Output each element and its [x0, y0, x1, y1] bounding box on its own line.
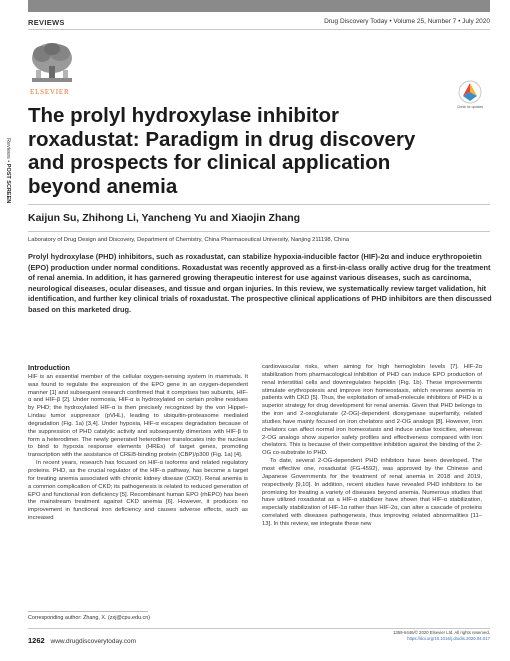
body-paragraph: To date, several 2-OG-dependent PHD inhibitors have been developed. The most effective one, roxadustat (FG-4592), was approved by the Chinese and Japanese Governments for the treatment of renal anemia in 2018 and 2019, respectively [9,10]. In addition, recent studies have revealed PHD inhibitors to be promising for treating a variety of diseases beyond anemia. Numerous studies that have utilized roxadustat as a HIF-α stabilizer have shown that HIF-α stabilization, especially stabilization of HIF-1α rather than HIF-2α, can alter a cascade of proteins correlated with diseases pathogenesis, thus improving related abnormalities [11–13]. In this review, we integrate these new — [262, 458, 482, 527]
side-tab-prefix: Reviews • — [5, 138, 11, 163]
side-tab-section: POST SCREEN — [5, 163, 11, 204]
header-divider — [28, 29, 490, 30]
crossmark-icon[interactable] — [458, 80, 482, 106]
crossmark-label: Check for updates — [457, 105, 483, 109]
doi-link[interactable]: https://doi.org/10.1016/j.drudis.2020.04.017 — [407, 636, 490, 641]
body-paragraph: cardiovascular risks, when aiming for high hemoglobin levels [7]. HIF-2α stabilization from pharmacological inhibition of PHD can induce EPO production of renal interstitial cells and downregulates hepcidin (Fig. 1b). These improvements stimulate erythropoiesis and improve iron homeostasis, which reverses anemia in patients with CKD [5]. Thus, the exploitation of small-molecule inhibitors of PHD is a superior strategy for drug development for renal anemia. Given that PHD belongs to the iron and 2-oxoglutarate (2-OG)-dependent dioxygenase superfamily, related studies have mainly focused on iron chelators and 2-OG analogs [8]. However, iron chelators can affect normal iron homeostasis and induce undue toxicities, whereas 2-OG analogs show superior safety profiles and effectiveness compared with iron chelators. This is because of their competitive inhibition against the binding of the 2-OG co-substrate to PHD. — [262, 364, 482, 457]
authors-divider — [28, 231, 490, 232]
journal-website[interactable]: www.drugdiscoverytoday.com — [50, 638, 136, 645]
abstract: Prolyl hydroxylase (PHD) inhibitors, such as roxadustat, can stabilize hypoxia-inducible factor (HIF)-2α and induce erythropoietin (EPO) production under normal conditions. Roxadustat was recently approved as a first-in-class orally active drug for the treatment of renal anemia. In addition, it has garnered growing therapeutic interest for use against various diseases, such as carcinoma, neurological diseases, ocular diseases, and tissue and organ injuries. In this review, we systematically review target validation, hit identification, and further key clinical trials of roxadustat. The prospective clinical applications of PHD inhibitors are then discussed based on this marketed drug. — [28, 252, 492, 314]
header-bar — [28, 0, 490, 12]
section-label: REVIEWS — [28, 18, 65, 27]
page-footer — [28, 636, 136, 645]
footer-divider — [28, 628, 490, 629]
page-number: 1262 — [28, 636, 45, 645]
copyright-line: 1359-6446/© 2020 Elsevier Ltd. All rights reserved. — [392, 630, 490, 635]
side-tab — [2, 138, 12, 258]
intro-heading: Introduction — [28, 363, 70, 372]
corresponding-author[interactable]: Corresponding author: Zhang, X. (zxj@cpu.edu.cn) — [28, 615, 151, 621]
copyright-block — [393, 630, 490, 642]
body-column-left — [28, 364, 248, 523]
body-paragraph: In recent years, research has focused on HIF-α isoforms and related regulatory proteins. PHD, as the crucial regulator of the HIF-α pathway, has become a target for treating anemia associated with chronic kidney disease (CKD). Renal anemia is a common complication of CKD; its pathogenesis is related to reduced generation of EPO and functional iron deficiency [5]. Recombinant human EPO (rhEPO) has been the mainstream treatment against CKD anemia [6]. However, it produces no improvement in functional iron deficiency and causes adverse effects, such as increased — [28, 460, 248, 522]
article-authors: Kaijun Su, Zhihong Li, Yancheng Yu and Xiaojin Zhang — [28, 212, 301, 224]
body-column-right — [262, 364, 482, 529]
elsevier-tree-logo — [28, 40, 76, 86]
publisher-name: ELSEVIER — [30, 88, 70, 96]
article-title: The prolyl hydroxylase inhibitor roxadustat: Paradigm in drug discovery and prospects for clinical application beyond anemia — [28, 104, 416, 198]
journal-info: Drug Discovery Today • Volume 25, Number 7 • July 2020 — [324, 18, 490, 25]
body-paragraph: HIF is an essential member of the cellular oxygen-sensing system in mammals. It was found to regulate the expression of the EPO gene in an oxygen-dependent manner [1] and subsequent research confirmed that it comprises two subunits, HIF-α and HIF-β [2]. Under normoxia, HIF-α is hydroxylated on certain proline residues by PHD; the hydroxylated HIF-α is then precisely recognized by the von Hippel–Lindau tumor suppressor (pVHL), leading to ubiquitin-proteasome mediated degradation (Fig. 1a) [3,4]. Under hypoxia, HIF-α escapes degradation because of the suppression of PHD catalytic activity and subsequently dimerizes with HIF-β to form a heterodimer. The newly generated heterodimer translocates into the nucleus to bind to hypoxia response elements (HREs) of target genes, promoting transcription with the assistance of CREB-binding protein (CBP)/p300 (Fig. 1a) [4]. — [28, 373, 248, 459]
title-divider — [28, 204, 490, 205]
footnote-divider — [28, 611, 148, 612]
author-affiliation: Laboratory of Drug Design and Discovery, Department of Chemistry, China Pharmaceutical University, Nanjing 211198, China — [28, 237, 350, 243]
